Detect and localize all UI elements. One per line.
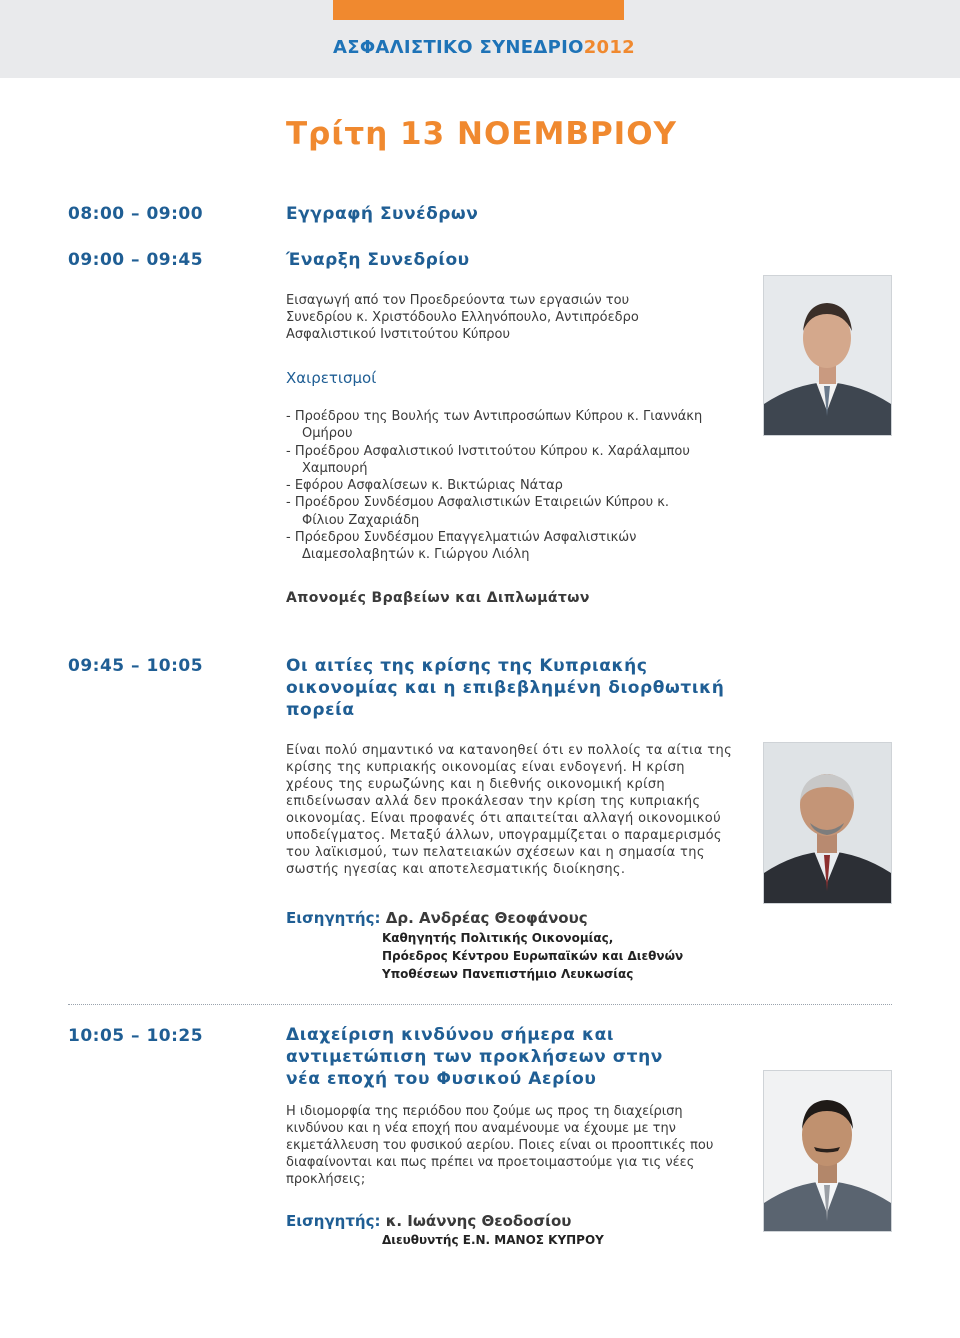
affiliation-line: Πρόεδρος Κέντρου Ευρωπαϊκών και Διεθνών xyxy=(382,949,684,963)
session-2-title: Έναρξη Συνεδρίου xyxy=(286,250,470,270)
session-4-speaker xyxy=(286,1212,571,1230)
speaker-photo-2-image xyxy=(764,743,891,903)
session-3-speaker xyxy=(286,909,588,927)
session-4-title-line: αντιμετώπιση των προκλήσεων στην xyxy=(286,1047,663,1067)
header-accent-bar xyxy=(333,0,624,20)
speaker-label: Εισηγητής: xyxy=(286,909,381,927)
conference-title-main: ΑΣΦΑΛΙΣΤΙΚΟ ΣΥΝΕΔΡΙΟ xyxy=(333,37,584,58)
speaker-photo-3-image xyxy=(764,1071,891,1231)
section-divider xyxy=(68,1004,892,1005)
session-4-affiliation xyxy=(382,1231,604,1249)
day-heading: Τρίτη 13 ΝΟΕΜΒΡΙΟΥ xyxy=(286,116,677,152)
speaker-label: Εισηγητής: xyxy=(286,1212,381,1230)
speaker-photo-1 xyxy=(763,275,892,436)
greeting-item: - Εφόρου Ασφαλίσεων κ. Βικτώριας Νάταρ xyxy=(286,478,563,494)
conference-title-year: 2012 xyxy=(583,37,635,58)
greeting-item: - Πρόεδρου Συνδέσμου Επαγγελματιών Ασφαλιστικών Διαμεσολαβητών κ. Γιώργου Λιόλη xyxy=(286,530,637,563)
speaker-photo-1-image xyxy=(764,276,891,435)
greeting-item: - Προέδρου Συνδέσμου Ασφαλιστικών Εταιρειών Κύπρου κ. Φίλιου Ζαχαριάδη xyxy=(286,495,670,528)
greeting-item: - Προέδρου Ασφαλιστικού Ινστιτούτου Κύπρου κ. Χαράλαμπου Χαμπουρή xyxy=(286,443,690,476)
session-3-affiliation xyxy=(382,929,683,983)
greetings-list xyxy=(286,408,706,564)
session-4-title-line: Διαχείριση κινδύνου σήμερα και xyxy=(286,1025,615,1045)
affiliation-line: Διευθυντής Ε.Ν. ΜΑΝΟΣ ΚΥΠΡΟΥ xyxy=(382,1233,604,1247)
speaker-name: κ. Ιωάννης Θεοδοσίου xyxy=(385,1212,572,1230)
session-4-title xyxy=(286,1024,746,1090)
greeting-item: - Προέδρου της Βουλής των Αντιπροσώπων Κύπρου κ. Γιαννάκη Ομήρου xyxy=(286,409,703,442)
speaker-photo-3 xyxy=(763,1070,892,1232)
session-2-time: 09:00 – 09:45 xyxy=(68,250,204,270)
session-1-title: Εγγραφή Συνέδρων xyxy=(286,204,479,224)
affiliation-line: Καθηγητής Πολιτικής Οικονομίας, xyxy=(382,931,614,945)
session-1-time: 08:00 – 09:00 xyxy=(68,204,204,224)
session-3-description: Είναι πολύ σημαντικό να κατανοηθεί ότι εν πολλοίς τα αίτια της κρίσης της κυπριακής οικονομίας είναι ενδογενή. Η κρίση χρέους της ευρωζώνης και η διεθνής οικονομική κρίση επιδείνωσαν αλλά δεν προκάλεσαν την κρίση της κυπριακής οικονομίας. Είναι προφανές ότι απαιτείται αλλαγή οικονομικού υποδείγματος. Μεταξύ άλλων, υπογραμμίζεται ο παραμερισμός του λαϊκισμού, των πελατειακών σχέσεων και η σημασία της σωστής ηγεσίας και αποτελεσματικής διοίκησης. xyxy=(286,743,733,877)
page-header xyxy=(0,0,960,78)
session-4-time: 10:05 – 10:25 xyxy=(68,1026,204,1046)
session-3-time: 09:45 – 10:05 xyxy=(68,656,204,676)
speaker-name: Δρ. Ανδρέας Θεοφάνους xyxy=(385,909,588,927)
speaker-photo-2 xyxy=(763,742,892,904)
session-3-title: Οι αιτίες της κρίσης της Κυπριακής οικονομίας και η επιβεβλημένη διορθωτική πορεία xyxy=(286,656,725,720)
session-4-description: Η ιδιομορφία της περιόδου που ζούμε ως προς τη διαχείριση κινδύνου και η νέα εποχή που αναμένουμε να έχουμε με την εκμετάλλευση του φυσικού αερίου. Ποιες είναι οι προοπτικές που διαφαίνονται και πως πρέπει να προετοιμαστούμε για τις νέες προκλήσεις; xyxy=(286,1104,714,1187)
affiliation-line: Υποθέσεων Πανεπιστήμιο Λευκωσίας xyxy=(382,967,634,981)
awards-heading: Απονομές Βραβείων και Διπλωμάτων xyxy=(286,590,590,606)
session-4-title-line: νέα εποχή του Φυσικού Αερίου xyxy=(286,1069,597,1089)
conference-title xyxy=(333,37,635,58)
greetings-title: Χαιρετισμοί xyxy=(286,369,377,387)
session-2-intro: Εισαγωγή από τον Προεδρεύοντα των εργασιών του Συνεδρίου κ. Χριστόδουλο Ελληνόπουλο, Αντιπρόεδρο Ασφαλιστικού Ινστιτούτου Κύπρου xyxy=(286,293,639,342)
